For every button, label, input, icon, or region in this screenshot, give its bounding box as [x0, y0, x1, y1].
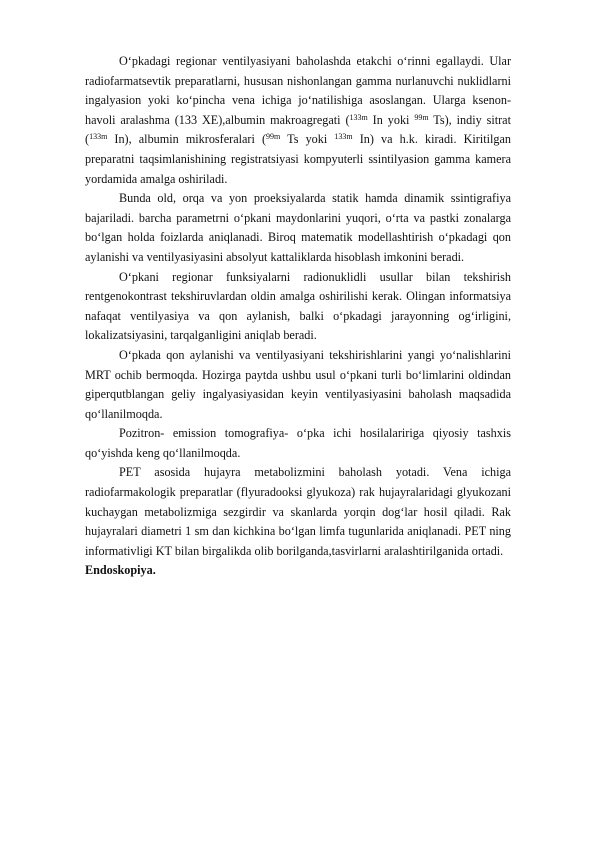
paragraph-radionuclide-methods: O‘pkani regionar funksiyalarni radionuklidli usullar bilan tekshirish rentgenokontrast tekshiruvlardan oldin amalga oshirilishi kerak. Olingan informatsiya nafaqat ventilyasiya va qon aylanish, balki o‘pkadagi jarayonning og‘irligini, lokalizatsiyasini, tarqalganligini aniqlab beradi.	[85, 269, 511, 343]
section-heading-endoscopy: Endoskopiya.	[85, 563, 156, 578]
isotope-superscript: 99m	[266, 132, 281, 142]
paragraph-mrt: O‘pkada qon aylanishi va ventilyasiyani tekshirishlarini yangi yo‘nalishlarini MRT ochib bermoqda. Hozirga paytda ushbu usul o‘pkani turli bo‘limlarini oldindan giperqutblangan geliy ingalyasiyasidan keyin ventilyasiyasini baholash maqsadida qo‘llanilmoqda.	[85, 347, 511, 421]
paragraph-scintigraphy: Bunda old, orqa va yon proeksiyalarda statik hamda dinamik ssintigrafiya bajariladi. barcha parametrni o‘pkani maydonlarini yuqori, o‘rta va pastki zonalarga bo‘lgan holda foizlarda aniqlanadi. Biroq matematik modellashtirish o‘pkadagi qon aylanishi va ventilyasiyasini absolyut kattaliklarda hisoblash imkonini beradi.	[85, 191, 511, 264]
isotope-superscript: 133m	[334, 132, 353, 142]
paragraph-pet-intro: Pozitron- emission tomografiya- o‘pka ichi hosilalaririga qiyosiy tashxis qo‘yishda keng qo‘llanilmoqda.	[85, 426, 511, 460]
isotope-superscript: 133m	[349, 112, 368, 122]
isotope-superscript: 133m	[89, 132, 108, 142]
isotope-superscript: 99m	[414, 112, 429, 122]
paragraph-pet-metabolism: PET asosida hujayra metabolizmini baholash yotadi. Vena ichiga radiofarmakologik preparatlar (flyuradooksi glyukoza) rak hujayralaridagi glyukozani kuchaygan metabolizmiga sezgirdir va skanlarda yorqin dog‘lar hosil qiladi. Rak hujayralari diametri 1 sm dan kichkina bo‘lgan limfa tugunlarida aniqlanadi. PET ning informativligi KT bilan birgalikda olib borilganda,tasvirlarni aralashtirilganida ortadi.	[85, 465, 511, 558]
document-page	[85, 52, 511, 581]
paragraph-regional-ventilation: O‘pkadagi regionar ventilyasiyani baholashda etakchi o‘rinni egallaydi. Ular radiofarmatsevtik preparatlarni, hususan nishonlangan gamma nurlanuvchi nuklidlarni ingalyasion yoki ko‘pincha vena ichiga jo‘natilishiga asoslangan. Ularga ksenon-havoli aralashma (133 XE),albumin makroagregati ($^{133m}$ In yoki $^{99m}$ Ts), indiy sitrat ($^{133m}$ In), albumin mikrosferalari ($^{99m}$ Ts yoki $^{133m}$ In) va h.k. kiradi. Kiritilgan preparatni taqsimlanishining registratsiyasi kompyuterli ssintilyasion gamma kamera yordamida amalga oshiriladi.	[85, 54, 511, 186]
